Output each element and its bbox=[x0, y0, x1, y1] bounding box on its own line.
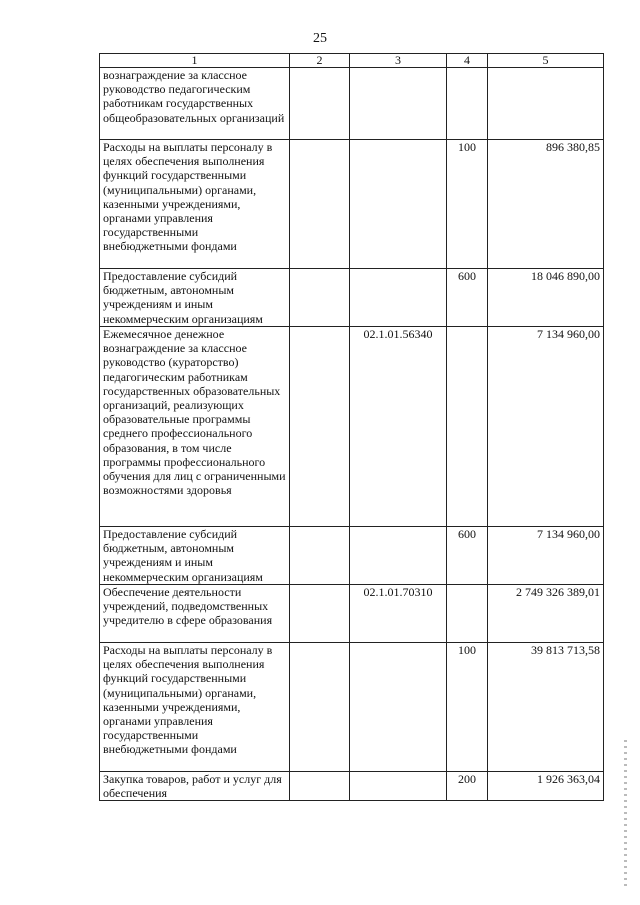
header-row bbox=[100, 54, 604, 68]
row-col2 bbox=[290, 327, 350, 527]
row-col2 bbox=[290, 68, 350, 140]
row-name: Расходы на выплаты персоналу в целях обеспечения выполнения функций государственными (муниципальными) органами, казенными учреждениями, органами управления государственными внебюджетными фондами bbox=[100, 140, 290, 269]
row-amount: 39 813 713,58 bbox=[488, 643, 604, 772]
row-amount: 7 134 960,00 bbox=[488, 527, 604, 585]
row-code: 02.1.01.56340 bbox=[350, 327, 447, 527]
header-col-5: 5 bbox=[488, 54, 604, 68]
row-name: Расходы на выплаты персоналу в целях обеспечения выполнения функций государственными (муниципальными) органами, казенными учреждениями, органами управления государственными внебюджетными фондами bbox=[100, 643, 290, 772]
row-code bbox=[350, 140, 447, 269]
row-name: вознаграждение за классное руководство педагогическим работникам государственных общеобразовательных организаций bbox=[100, 68, 290, 140]
page-number: 25 bbox=[313, 31, 327, 46]
row-amount: 18 046 890,00 bbox=[488, 269, 604, 327]
row-amount: 2 749 326 389,01 bbox=[488, 585, 604, 643]
table-row bbox=[100, 643, 604, 772]
row-type bbox=[447, 585, 488, 643]
table-row bbox=[100, 68, 604, 140]
table-row bbox=[100, 140, 604, 269]
row-type bbox=[447, 68, 488, 140]
row-name: Предоставление субсидий бюджетным, автономным учреждениям и иным некоммерческим организациям bbox=[100, 269, 290, 327]
row-col2 bbox=[290, 585, 350, 643]
row-code bbox=[350, 68, 447, 140]
table-row bbox=[100, 269, 604, 327]
row-col2 bbox=[290, 140, 350, 269]
row-type: 100 bbox=[447, 643, 488, 772]
row-type bbox=[447, 327, 488, 527]
row-code bbox=[350, 643, 447, 772]
header-col-2: 2 bbox=[290, 54, 350, 68]
row-name: Ежемесячное денежное вознаграждение за классное руководство (кураторство) педагогическим работникам государственных образовательных организаций, реализующих образовательные программы среднего профессионального образования, в том числе программы профессионального обучения для лиц с ограниченными возможностями здоровья bbox=[100, 327, 290, 527]
table-row bbox=[100, 527, 604, 585]
row-col2 bbox=[290, 269, 350, 327]
row-col2 bbox=[290, 772, 350, 801]
row-col2 bbox=[290, 527, 350, 585]
row-code bbox=[350, 269, 447, 327]
row-amount: 7 134 960,00 bbox=[488, 327, 604, 527]
row-name: Закупка товаров, работ и услуг для обеспечения bbox=[100, 772, 290, 801]
budget-table bbox=[99, 53, 604, 801]
row-amount bbox=[488, 68, 604, 140]
scan-margin-marks bbox=[624, 740, 627, 890]
table-row bbox=[100, 772, 604, 801]
row-type: 600 bbox=[447, 527, 488, 585]
row-code bbox=[350, 772, 447, 801]
header-col-3: 3 bbox=[350, 54, 447, 68]
row-type: 600 bbox=[447, 269, 488, 327]
row-col2 bbox=[290, 643, 350, 772]
header-col-4: 4 bbox=[447, 54, 488, 68]
header-col-1: 1 bbox=[100, 54, 290, 68]
row-name: Обеспечение деятельности учреждений, подведомственных учредителю в сфере образования bbox=[100, 585, 290, 643]
row-code bbox=[350, 527, 447, 585]
row-code: 02.1.01.70310 bbox=[350, 585, 447, 643]
table-row bbox=[100, 327, 604, 527]
row-name: Предоставление субсидий бюджетным, автономным учреждениям и иным некоммерческим организациям bbox=[100, 527, 290, 585]
table-row bbox=[100, 585, 604, 643]
row-type: 100 bbox=[447, 140, 488, 269]
row-type: 200 bbox=[447, 772, 488, 801]
row-amount: 1 926 363,04 bbox=[488, 772, 604, 801]
row-amount: 896 380,85 bbox=[488, 140, 604, 269]
